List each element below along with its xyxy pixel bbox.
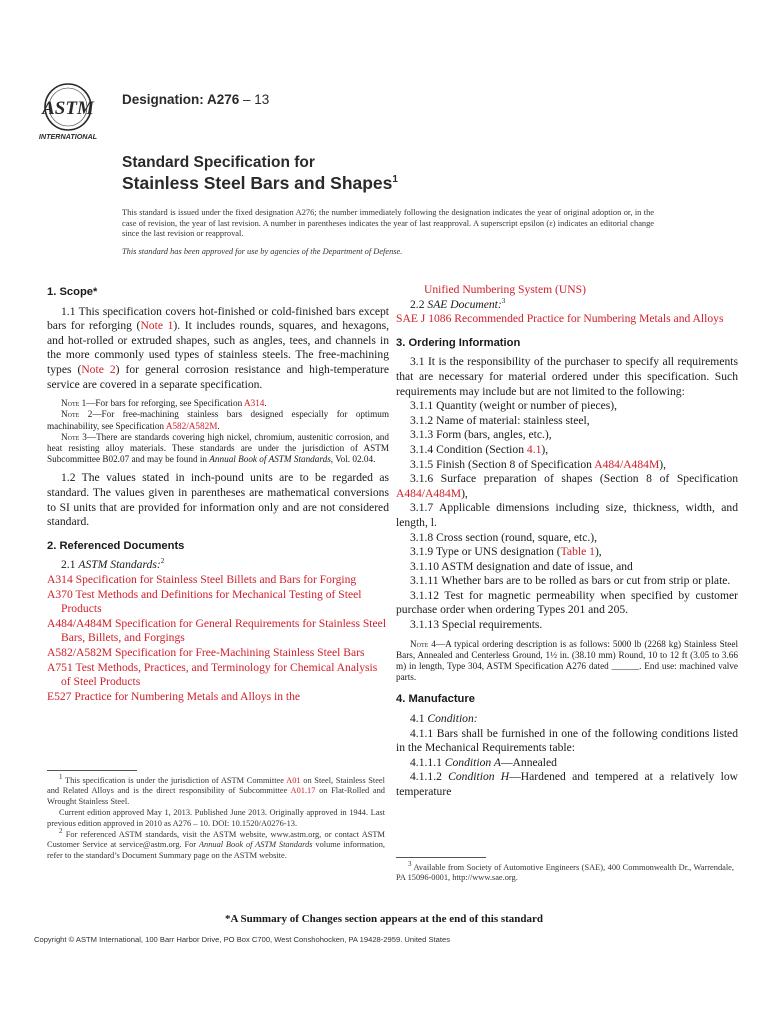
text-run: Note	[61, 409, 80, 420]
cross-reference-link[interactable]: A484/A484M	[47, 616, 113, 630]
paragraph	[396, 443, 738, 458]
text-run: 4.1.1 Bars shall be furnished in one of the following conditions listed in the Mechanical Requirements table:	[396, 726, 738, 755]
paragraph	[396, 574, 738, 589]
paragraph	[396, 501, 738, 530]
text-run: 4.1	[410, 712, 428, 726]
text-run: 1—For bars for reforging, see Specification	[79, 398, 244, 409]
text-run: .	[217, 420, 220, 431]
copyright-line: Copyright © ASTM International, 100 Barr Harbor Drive, PO Box C700, West Conshohocken, PA 19428-2959. United States	[34, 935, 451, 944]
designation-label: Designation: A276	[122, 92, 240, 107]
text-run: ). It includes rounds, squares, and hexagons, and hot-rolled or extruded shapes, such as angles, tees, and channels in the more commonly used types of stainless steels. The free-machining types (	[47, 319, 390, 376]
text-run: Current edition approved May 1, 2013. Published June 2013. Originally approved in 1944. Last previous edition approved in 2010 as A276 – 10. DOI: 10.1520/A0276-13.	[47, 808, 385, 828]
text-run: 4—A typical ordering description is as follows: 5000 lb (2268 kg) Stainless Steel Bars, Annealed and Centerless Ground, 1½ in. (38.10 mm) Round, 10 to 12 ft (3.05 to 3.66 m) in length, Type 304, ASTM Specification A276 dated ______. End use: machined valve parts.	[396, 638, 738, 683]
paragraph	[396, 399, 738, 414]
text-run: volume information, refer to the standard’s Document Summary page on the ASTM website.	[47, 840, 385, 860]
referenced-document	[47, 661, 389, 690]
text-run: 3.1.6 Surface preparation of shapes (Section 8 of Specification	[410, 472, 738, 486]
text-run: on Steel, Stainless Steel and Related Alloys and is the direct responsibility of Subcommittee	[47, 776, 385, 796]
astm-logo-letters: ASTM	[42, 98, 94, 119]
text-run: ),	[659, 457, 667, 471]
section-heading	[396, 336, 738, 351]
text-run: Condition:	[427, 712, 478, 726]
cross-reference-link[interactable]: Specification for Free-Machining Stainless Steel Bars	[112, 645, 365, 659]
cross-reference-link[interactable]: A582/A582M	[165, 420, 218, 431]
paragraph	[396, 298, 738, 313]
text-run: ASTM Standards:	[78, 558, 161, 572]
note	[396, 639, 738, 684]
summary-of-changes-note: *A Summary of Changes section appears at the end of this standard	[224, 913, 544, 925]
note	[47, 432, 389, 466]
text-run: , Vol. 02.04.	[330, 454, 376, 465]
cross-reference-link[interactable]: E527 Practice for Numbering Metals and Alloys in the	[47, 689, 301, 703]
designation	[122, 92, 269, 107]
text-run: .	[264, 398, 267, 409]
text-run: 3.1.3 Form (bars, angles, etc.),	[410, 428, 552, 442]
paragraph	[396, 428, 738, 443]
text-run: —Hardened and tempered at a relatively low temperature	[396, 770, 738, 799]
referenced-document	[47, 617, 389, 646]
cross-reference-link[interactable]: A484/A484M	[594, 457, 660, 471]
footnote-ref: 2	[59, 827, 63, 836]
text-run: 3.1.8 Cross section (round, square, etc.),	[410, 530, 598, 544]
dod-approval-statement: This standard has been approved for use by agencies of the Department of Defense.	[122, 246, 403, 256]
paragraph	[396, 355, 738, 399]
note	[47, 398, 389, 409]
paragraph	[396, 560, 738, 575]
title-line-2	[122, 172, 398, 194]
text-run: 1.2 The values stated in inch-pound units are to be regarded as standard. The values given in parentheses are mathematical conversions to SI units that are provided for information only and are not considered standard.	[47, 471, 389, 529]
text-run: on Flat-Rolled and Wrought Stainless Steel.	[47, 786, 385, 806]
text-run: 3.1.11 Whether bars are to be rolled as bars or cut from strip or plate.	[410, 574, 731, 588]
referenced-document	[47, 646, 389, 661]
text-run: ),	[541, 442, 549, 456]
issuance-text: This standard is issued under the fixed designation A276; the number immediately following the designation indicates the year of original adoption or, in the case of revision, the year of last revision. A number in parentheses indicates the year of last reapproval. A superscript epsilon (ε) indicates an editorial change since the last revision or reapproval.	[122, 208, 654, 239]
footnote-ref: 1	[59, 773, 63, 782]
text-run: ),	[594, 545, 602, 559]
footnote	[47, 773, 385, 807]
paragraph	[47, 558, 389, 573]
text-run: 2.2	[410, 297, 428, 311]
text-run: 1. Scope*	[47, 286, 98, 298]
cross-reference-link[interactable]: A370 Test Methods and Definitions for Mechanical Testing of Steel Products	[47, 587, 362, 616]
text-run: 3.1.13 Special requirements.	[410, 618, 543, 632]
text-run: 3.1.7 Applicable dimensions including size, thickness, width, and length, l.	[396, 501, 738, 529]
footnote-rule-left	[47, 770, 137, 771]
text-run: Annual Book of ASTM Standards	[198, 840, 313, 850]
text-run: 3.1.10 ASTM designation and date of issue, and	[410, 559, 633, 573]
text-run: —Annealed	[500, 755, 557, 769]
note	[47, 409, 389, 431]
cross-reference-link[interactable]: 4.1	[526, 442, 542, 456]
cross-reference-link[interactable]: Note 2	[81, 362, 116, 376]
cross-reference-link[interactable]: Note 1	[140, 319, 174, 333]
text-run: For referenced ASTM standards, visit the ASTM website, www.astm.org, or contact ASTM Customer Service at service@astm.org. For	[47, 830, 385, 850]
text-run: ),	[461, 486, 468, 500]
paragraph	[396, 756, 738, 771]
text-run: 2. Referenced Documents	[47, 539, 185, 552]
footnotes-right	[396, 860, 734, 885]
text-run: Annual Book of ASTM Standards	[209, 454, 331, 465]
cross-reference-link[interactable]: A484/A484M	[396, 486, 462, 500]
footnote	[396, 860, 734, 884]
paragraph	[396, 531, 738, 546]
footnote	[47, 808, 385, 829]
referenced-document	[47, 588, 389, 617]
text-run: Condition A	[444, 755, 501, 769]
footnote	[47, 827, 385, 861]
referenced-document	[396, 283, 738, 298]
text-run: 3.1 It is the responsibility of the purchaser to specify all requirements that are necessary for material ordered under this specification. Such requirements may include but are not limited to the following:	[396, 355, 738, 398]
text-run: 2.1	[61, 558, 79, 572]
cross-reference-link[interactable]: A01	[286, 776, 301, 785]
text-run: ) for general corrosion resistance and high-temperature service are covered in a separate specification.	[47, 362, 390, 391]
footnote-ref: 2	[160, 557, 165, 566]
section-heading	[47, 539, 389, 554]
text-run: This specification is under the jurisdiction of ASTM Committee	[62, 776, 287, 785]
footnotes-left	[47, 773, 385, 862]
text-run: 3.1.1 Quantity (weight or number of pieces),	[410, 399, 618, 413]
paragraph	[396, 712, 738, 727]
issuance-statement	[122, 208, 654, 257]
text-run: 4.1.1.1	[410, 755, 445, 769]
text-run: 4.1.1.2	[410, 770, 449, 784]
title-line-1: Standard Specification for	[122, 154, 315, 171]
cross-reference-link[interactable]: SAE J 1086 Recommended Practice for Numbering Metals and Alloys	[396, 312, 724, 326]
paragraph	[396, 458, 738, 473]
text-run: 3—There are standards covering high nickel, chromium, austenitic corrosion, and heat resisting alloy materials. These standards are under the jurisdiction of ASTM Subcommittee B02.07 and may be found in	[47, 431, 389, 465]
referenced-document	[47, 573, 389, 588]
cross-reference-link[interactable]: A582/A582M	[47, 645, 113, 659]
section-heading	[396, 692, 738, 707]
text-run: Note	[61, 431, 80, 442]
title-footnote-mark: 1	[392, 174, 398, 186]
text-run: 3.1.4 Condition (Section	[410, 442, 527, 456]
text-run: 1.1 This specification covers hot-finished or cold-finished bars except bars for reforging (	[47, 304, 389, 333]
text-run: 4. Manufacture	[396, 693, 475, 706]
document-title	[122, 153, 398, 194]
right-column	[396, 283, 738, 800]
designation-year: – 13	[239, 92, 270, 107]
paragraph	[47, 471, 389, 529]
paragraph	[396, 414, 738, 429]
text-run: 3.1.9 Type or UNS designation (	[410, 545, 561, 559]
text-run: 2—For free-machining stainless bars designed especially for optimum machinability, see Specification	[47, 409, 389, 431]
text-run: 3.1.5 Finish (Section 8 of Specification	[410, 457, 595, 471]
paragraph	[396, 472, 738, 501]
cross-reference-link[interactable]: A314	[243, 398, 265, 409]
footnote-ref: 3	[501, 296, 506, 305]
paragraph	[396, 618, 738, 633]
text-run: Note	[410, 638, 429, 649]
astm-international-logo	[34, 80, 114, 142]
cross-reference-link[interactable]: A314 Specification for Stainless Steel Billets and Bars for Forging	[47, 572, 357, 586]
cross-reference-link[interactable]: A01.17	[290, 786, 316, 796]
title-line-2-text: Stainless Steel Bars and Shapes	[122, 173, 393, 193]
text-run: 3.1.12 Test for magnetic permeability when specified by customer purchase order when ordering Types 201 and 205.	[396, 588, 738, 617]
cross-reference-link[interactable]: A751 Test Methods, Practices, and Terminology for Chemical Analysis of Steel Products	[47, 660, 378, 689]
paragraph	[396, 545, 738, 560]
text-run: 3. Ordering Information	[396, 336, 521, 349]
cross-reference-link[interactable]: Specification for General Requirements for Stainless Steel Bars, Billets, and Forgings	[61, 616, 387, 645]
text-run: Available from Society of Automotive Engineers (SAE), 400 Commonwealth Dr., Warrendale, PA 15096-0001, http://www.sae.org.	[396, 863, 734, 883]
astm-logo-text: INTERNATIONAL	[38, 132, 98, 141]
section-heading	[47, 285, 389, 300]
paragraph	[396, 727, 738, 756]
paragraph	[396, 589, 738, 618]
text-run: Condition H	[448, 770, 510, 784]
footnote-ref: 3	[408, 860, 412, 869]
paragraph	[47, 305, 389, 393]
cross-reference-link[interactable]: Table 1	[560, 545, 595, 559]
left-column	[47, 285, 389, 704]
cross-reference-link[interactable]: Unified Numbering System (UNS)	[424, 283, 586, 296]
footnote-rule-right	[396, 857, 486, 858]
text-run: Note	[61, 398, 80, 409]
text-run: SAE Document:	[427, 297, 502, 311]
referenced-document	[396, 312, 738, 327]
referenced-document	[47, 690, 389, 705]
paragraph	[396, 770, 738, 799]
text-run: 3.1.2 Name of material: stainless steel,	[410, 413, 590, 427]
